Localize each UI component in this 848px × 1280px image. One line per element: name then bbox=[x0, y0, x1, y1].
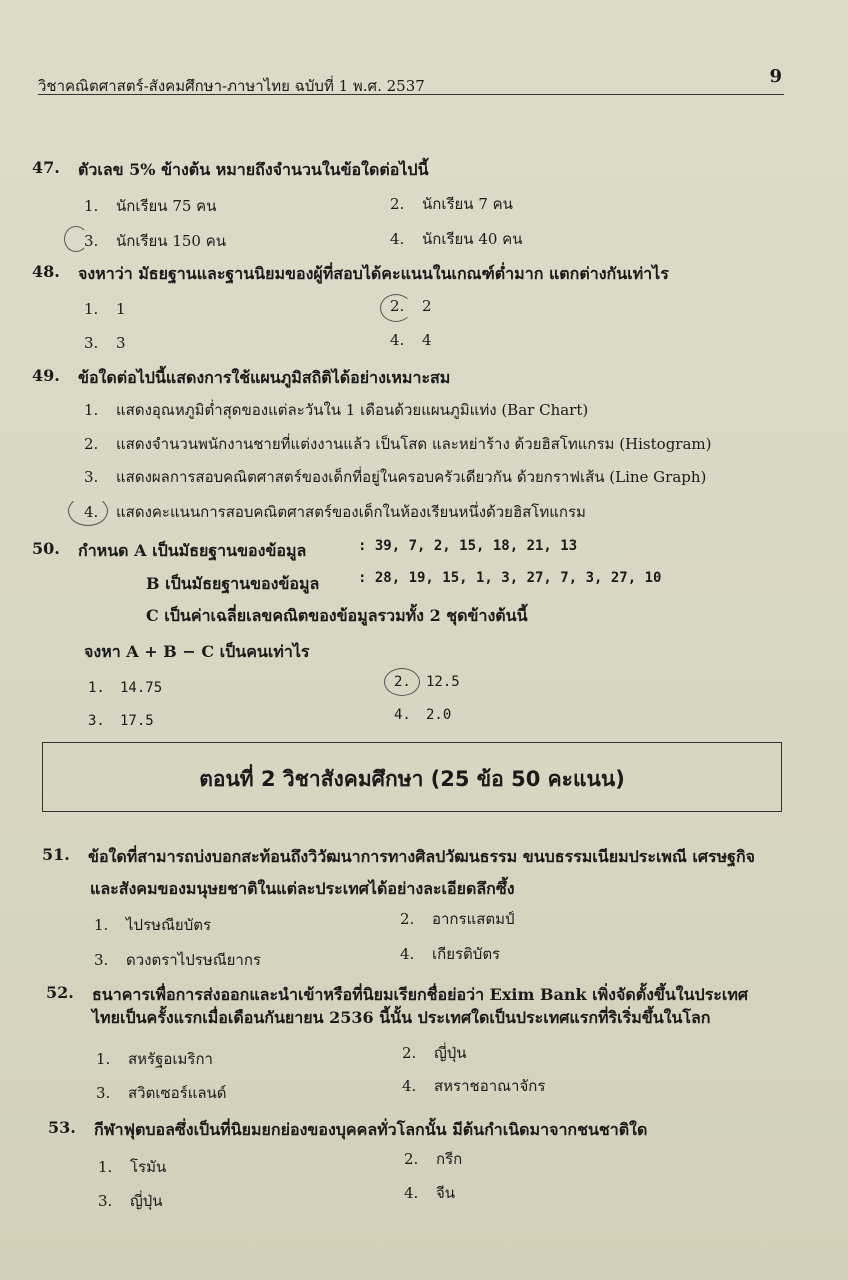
q52-option-1: 1. สหรัฐอเมริกา bbox=[96, 1050, 213, 1068]
q49-option-3: 3. แสดงผลการสอบคณิตศาสตร์ของเด็กที่อยู่ในครอบครัวเดียวกัน ด้วยกราฟเส้น (Line Graph) bbox=[84, 468, 707, 486]
q47-option-2: 2. นักเรียน 7 คน bbox=[390, 195, 513, 213]
answer-circle-mark bbox=[380, 294, 412, 322]
q53-option-4: 4. จีน bbox=[404, 1184, 456, 1202]
q49-option-1: 1. แสดงอุณหภูมิต่ำสุดของแต่ละวันใน 1 เดือนด้วยแผนภูมิแท่ง (Bar Chart) bbox=[84, 401, 589, 419]
question-text-line-1: ธนาคารเพื่อการส่งออกและนำเข้าหรือที่นิยมเรียกชื่อย่อว่า Exim Bank เพิ่งจัดตั้งขึ้นในประเทศ bbox=[92, 985, 749, 1004]
q53-option-2: 2. กรีก bbox=[404, 1150, 463, 1168]
question-number: 50. bbox=[32, 539, 60, 558]
header-title: วิชาคณิตศาสตร์-สังคมศึกษา-ภาษาไทย ฉบับที่ 1 พ.ศ. 2537 bbox=[38, 77, 425, 95]
section-title: ตอนที่ 2 วิชาสังคมศึกษา (25 ข้อ 50 คะแนน) bbox=[199, 767, 625, 791]
pencil-mark bbox=[64, 226, 88, 252]
question-number: 52. bbox=[46, 983, 74, 1002]
q50-option-3: 3. 17.5 bbox=[88, 713, 154, 729]
question-52-line-2: ไทยเป็นครั้งแรกเมื่อเดือนกันยายน 2536 นี้นั้น ประเทศใดเป็นประเทศแรกที่ริเริ่มขึ้นในโลก bbox=[92, 1008, 711, 1027]
q50-option-1: 1. 14.75 bbox=[88, 680, 163, 696]
q48-option-4: 4. 4 bbox=[390, 331, 432, 349]
q47-option-3: 3. นักเรียน 150 คน bbox=[84, 232, 227, 250]
question-number: 48. bbox=[32, 262, 60, 281]
q47-option-1: 1. นักเรียน 75 คน bbox=[84, 197, 217, 215]
q50-ask: จงหา A + B − C เป็นคนเท่าไร bbox=[84, 642, 310, 661]
question-number: 53. bbox=[48, 1118, 76, 1137]
q51-option-1: 1. ไปรษณียบัตร bbox=[94, 916, 212, 934]
q52-option-4: 4. สหราชอาณาจักร bbox=[402, 1077, 546, 1095]
q50-option-2: 2. 12.5 bbox=[394, 674, 460, 690]
page-header bbox=[38, 66, 784, 95]
q51-option-4: 4. เกียรติบัตร bbox=[400, 945, 501, 963]
q52-option-2: 2. ญี่ปุ่น bbox=[402, 1044, 467, 1062]
section-heading-box bbox=[42, 742, 782, 812]
q49-option-2: 2. แสดงจำนวนพนักงานชายที่แต่งงานแล้ว เป็นโสด และหย่าร้าง ด้วยฮิสโทแกรม (Histogram) bbox=[84, 435, 712, 453]
question-text: ข้อใดต่อไปนี้แสดงการใช้แผนภูมิสถิติได้อย่างเหมาะสม bbox=[78, 368, 451, 387]
question-text: กีฬาฟุตบอลซึ่งเป็นที่นิยมยกย่องของบุคคลทั่วโลกนั้น มีต้นกำเนิดมาจากชนชาติใด bbox=[94, 1120, 648, 1139]
page-number: 9 bbox=[769, 66, 782, 87]
q48-option-1: 1. 1 bbox=[84, 300, 126, 318]
q51-option-3: 3. ดวงตราไปรษณียากร bbox=[94, 951, 261, 969]
q50-line-b-label: B เป็นมัธยฐานของข้อมูล bbox=[146, 574, 320, 593]
question-51-line-2: และสังคมของมนุษยชาติในแต่ละประเทศได้อย่างละเอียดลึกซึ้ง bbox=[90, 879, 515, 898]
q53-option-3: 3. ญี่ปุ่น bbox=[98, 1192, 163, 1210]
question-text: จงหาว่า มัธยฐานและฐานนิยมของผู้ที่สอบได้คะแนนในเกณฑ์ต่ำมาก แตกต่างกันเท่าไร bbox=[78, 264, 669, 283]
question-text: ตัวเลข 5% ข้างต้น หมายถึงจำนวนในข้อใดต่อไปนี้ bbox=[78, 160, 429, 179]
answer-circle-mark bbox=[384, 668, 420, 696]
q50-option-4: 4. 2.0 bbox=[394, 707, 452, 723]
q50-line-b-data: : 28, 19, 15, 1, 3, 27, 7, 3, 27, 10 bbox=[358, 570, 662, 586]
q47-option-4: 4. นักเรียน 40 คน bbox=[390, 230, 523, 248]
q48-option-2: 2. 2 bbox=[390, 297, 432, 315]
answer-circle-mark bbox=[68, 496, 108, 526]
q49-option-4: 4. แสดงคะแนนการสอบคณิตศาสตร์ของเด็กในห้องเรียนหนึ่งด้วยฮิสโทแกรม bbox=[84, 503, 586, 521]
q50-line-a-label: กำหนด A เป็นมัธยฐานของข้อมูล bbox=[78, 541, 307, 560]
q50-line-c: C เป็นค่าเฉลี่ยเลขคณิตของข้อมูลรวมทั้ง 2 ชุดข้างต้นนี้ bbox=[146, 606, 528, 625]
question-number: 49. bbox=[32, 366, 60, 385]
q52-option-3: 3. สวิตเซอร์แลนด์ bbox=[96, 1084, 227, 1102]
question-text-line-1: ข้อใดที่สามารถบ่งบอกสะท้อนถึงวิวัฒนาการทางศิลปวัฒนธรรม ขนบธรรมเนียมประเพณี เศรษฐกิจ bbox=[88, 847, 756, 866]
q51-option-2: 2. อากรแสตมป์ bbox=[400, 910, 515, 928]
q48-option-3: 3. 3 bbox=[84, 334, 126, 352]
question-number: 47. bbox=[32, 158, 60, 177]
question-number: 51. bbox=[42, 845, 70, 864]
q53-option-1: 1. โรมัน bbox=[98, 1158, 167, 1176]
q50-line-a-data: : 39, 7, 2, 15, 18, 21, 13 bbox=[358, 538, 578, 554]
